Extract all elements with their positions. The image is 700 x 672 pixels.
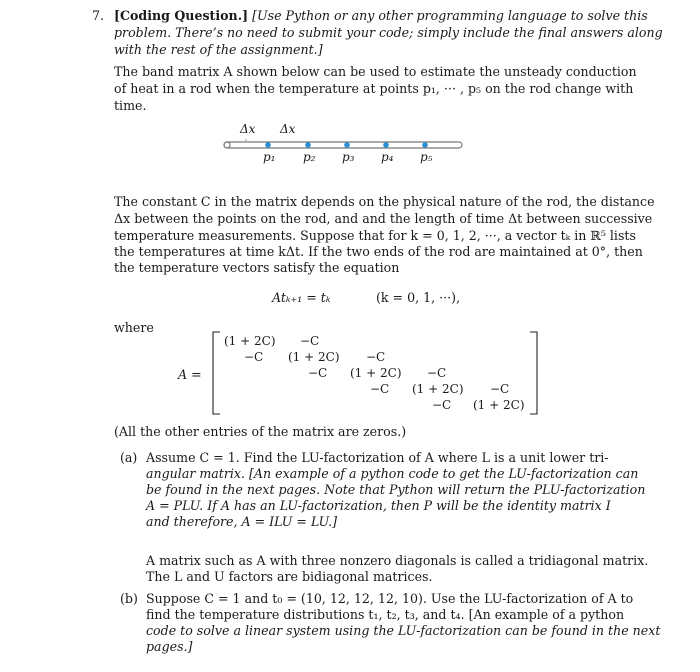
- matrix-cell-r3c2: −C: [308, 366, 328, 380]
- matrix-bracket-right: [528, 330, 540, 416]
- part-a-label: (a): [120, 450, 138, 465]
- question-title: [Coding Question.]: [114, 8, 249, 23]
- part-b-line-4: pages.]: [146, 639, 193, 654]
- point-p4: [383, 142, 389, 148]
- matrix-cell-r2c2: (1 + 2C): [288, 350, 340, 364]
- para2-line-3: temperature measurements. Suppose that for k = 0, 1, 2, ···, a vector tₖ in ℝ⁵ lists: [114, 228, 636, 243]
- matrix-cell-r3c4: −C: [427, 366, 447, 380]
- point-label-p4: p₄: [381, 150, 394, 164]
- matrix-cell-r4c5: −C: [490, 382, 510, 396]
- part-b-line-2: find the temperature distributions t₁, t₂, t₃, and t₄. [An example of a python: [146, 607, 625, 622]
- point-label-p1: p₁: [263, 150, 276, 164]
- matrix-cell-r5c5: (1 + 2C): [473, 398, 525, 412]
- dx-label-1: Δx: [240, 122, 256, 136]
- point-label-p5: p₅: [420, 150, 433, 164]
- intro-line-2: problem. There’s no need to submit your code; simply include the final answers along: [114, 25, 663, 40]
- part-b-line-3: code to solve a linear system using the LU-factorization can be found in the next: [146, 623, 661, 638]
- matrix-cell-r3c3: (1 + 2C): [350, 366, 402, 380]
- para2-line-4: the temperatures at time kΔt. If the two ends of the rod are maintained at 0°, then: [114, 244, 643, 259]
- matrix-note: (All the other entries of the matrix are zeros.): [114, 424, 407, 439]
- matrix-cell-r5c4: −C: [432, 398, 452, 412]
- matrix-bracket-left: [210, 330, 222, 416]
- part-a-line-5: and therefore, A = ILU = LU.]: [146, 514, 338, 529]
- matrix-cell-r1c1: (1 + 2C): [224, 334, 276, 348]
- rod-diagram: [200, 122, 470, 176]
- point-p2: [305, 142, 311, 148]
- matrix-cell-r1c2: −C: [300, 334, 320, 348]
- question-title-line: [114, 8, 648, 24]
- part-a-line-4: A = PLU. If A has an LU-factorization, then P will be the identity matrix I: [146, 498, 611, 513]
- para1-line-1: The band matrix A shown below can be used to estimate the unsteady conduction: [114, 64, 637, 79]
- tridiag-line-1: A matrix such as A with three nonzero diagonals is called a tridiagonal matrix.: [146, 553, 649, 568]
- para2-line-1: The constant C in the matrix depends on the physical nature of the rod, the distance: [114, 194, 655, 209]
- matrix-cell-r2c3: −C: [366, 350, 386, 364]
- matrix-cell-r2c1: −C: [244, 350, 264, 364]
- tridiag-line-2: The L and U factors are bidiagonal matrices.: [146, 569, 433, 584]
- point-p5: [422, 142, 428, 148]
- intro-line-1: [Use Python or any other programming language to solve this: [252, 8, 648, 23]
- part-b-label: (b): [120, 591, 138, 606]
- intro-line-3: with the rest of the assignment.]: [114, 42, 323, 57]
- question-number: 7.: [92, 8, 105, 23]
- matrix-cell-r4c3: −C: [370, 382, 390, 396]
- para1-line-3: time.: [114, 98, 147, 113]
- part-a-line-1: Assume C = 1. Find the LU-factorization of A where L is a unit lower tri-: [146, 450, 609, 465]
- part-b-line-1: Suppose C = 1 and t₀ = (10, 12, 12, 12, 10). Use the LU-factorization of A to: [146, 591, 634, 606]
- equation-condition: (k = 0, 1, ···),: [376, 290, 461, 305]
- para2-line-2: Δx between the points on the rod, and and the length of time Δt between successive: [114, 211, 653, 226]
- point-label-p2: p₂: [303, 150, 316, 164]
- part-a-line-2: angular matrix. [An example of a python code to get the LU-factorization can: [146, 466, 639, 481]
- part-a-line-3: be found in the next pages. Note that Python will return the PLU-factorization: [146, 482, 646, 497]
- point-p3: [344, 142, 350, 148]
- equation-lhs: Atₖ₊₁ = tₖ: [272, 290, 331, 305]
- para1-line-2: of heat in a rod when the temperature at points p₁, ··· , p₅ on the rod change with: [114, 81, 634, 96]
- point-p1: [265, 142, 271, 148]
- dx-label-2: Δx: [280, 122, 296, 136]
- para2-line-5: the temperature vectors satisfy the equation: [114, 260, 400, 275]
- point-label-p3: p₃: [342, 150, 355, 164]
- matrix-label: A =: [178, 367, 202, 382]
- rod-end-left: [224, 142, 230, 148]
- where-label: where: [114, 320, 154, 335]
- matrix-cell-r4c4: (1 + 2C): [412, 382, 464, 396]
